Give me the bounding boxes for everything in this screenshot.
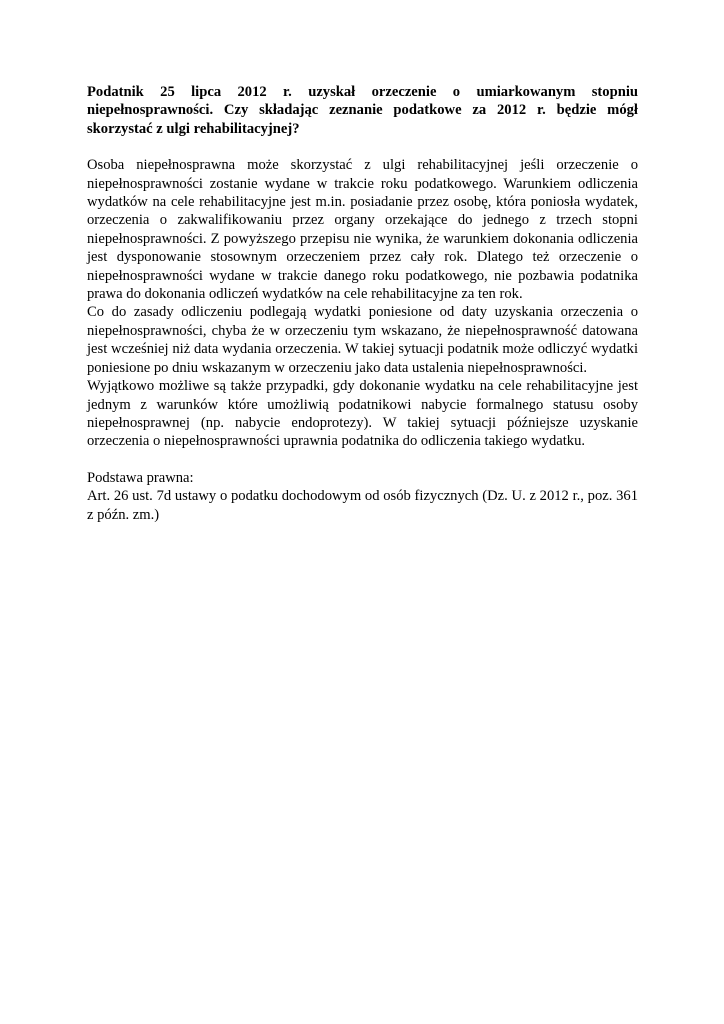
- answer-paragraph-2: Co do zasady odliczeniu podlegają wydatki poniesione od daty uzyskania orzeczenia o niepełnosprawności, chyba że w orzeczeniu tym wskazano, że niepełnosprawność datowana jest wcześniej niż data wydania orzeczenia. W takiej sytuacji podatnik może odliczyć wydatki poniesione po dniu wskazanym w orzeczeniu jako data ustalenia niepełnosprawności.: [87, 304, 638, 376]
- legal-basis-text: Art. 26 ust. 7d ustawy o podatku dochodowym od osób fizycznych (Dz. U. z 2012 r., poz. 361 z późn. zm.): [87, 488, 638, 523]
- legal-basis-heading: Podstawa prawna:: [87, 469, 194, 486]
- answer-paragraph-3: Wyjątkowo możliwe są także przypadki, gdy dokonanie wydatku na cele rehabilitacyjne jest jednym z warunków które umożliwią podatnikowi nabycie formalnego statusu osoby niepełnosprawnej (np. nabycie endoprotezy). W takiej sytuacji późniejsze uzyskanie orzeczenia o niepełnosprawności uprawnia podatnika do odliczenia takiego wydatku.: [87, 378, 638, 450]
- document-page: [87, 83, 638, 524]
- legal-basis-section: [87, 469, 638, 524]
- answer-paragraph-1: Osoba niepełnosprawna może skorzystać z ulgi rehabilitacyjnej jeśli orzeczenie o niepełnosprawności zostanie wydane w trakcie roku podatkowego. Warunkiem odliczenia wydatków na cele rehabilitacyjne jest m.in. posiadanie przez osobę, która poniosła wydatek, orzeczenia o zakwalifikowaniu przez organy orzekające do jednego z trzech stopni niepełnosprawności. Z powyższego przepisu nie wynika, że warunkiem dokonania odliczenia jest dysponowanie stosownym orzeczeniem przez cały rok. Dlatego też orzeczenie o niepełnosprawności wydane w trakcie danego roku podatkowego, nie pozbawia podatnika prawa do dokonania odliczeń wydatków na cele rehabilitacyjne za ten rok.: [87, 157, 638, 303]
- question-heading: Podatnik 25 lipca 2012 r. uzyskał orzeczenie o umiarkowanym stopniu niepełnosprawności. Czy składając zeznanie podatkowe za 2012 r. będzie mógł skorzystać z ulgi rehabilitacyjnej?: [87, 84, 638, 137]
